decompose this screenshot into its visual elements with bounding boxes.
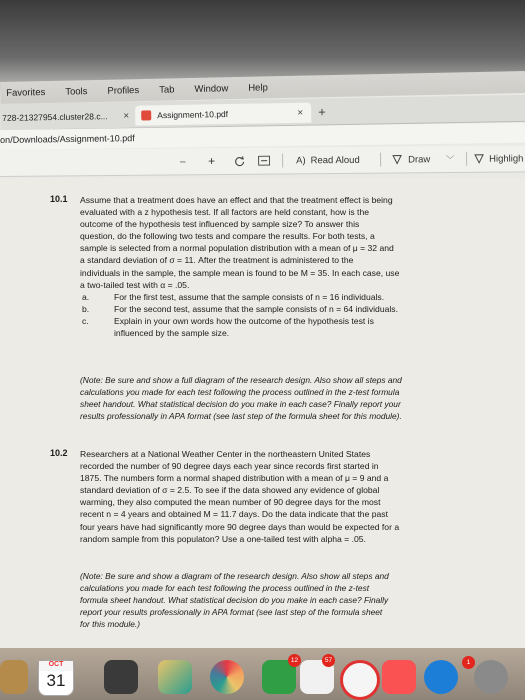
text-line: formula sheet handout. What statistical decision do you make in each case? Finally bbox=[80, 595, 389, 606]
zoom-in-button[interactable]: + bbox=[208, 154, 216, 169]
finder-icon[interactable] bbox=[0, 660, 28, 694]
rotate-icon[interactable] bbox=[234, 155, 245, 166]
notification-badge: 57 bbox=[322, 654, 335, 667]
toolbar-divider bbox=[282, 154, 283, 168]
question-text bbox=[80, 448, 399, 545]
menu-tab[interactable]: Tab bbox=[159, 83, 175, 96]
text-line: Assume that a treatment does have an effect and that the treatment effect is being bbox=[80, 195, 393, 205]
text-line: Researchers at a National Weather Center in the northeastern United States bbox=[80, 449, 371, 459]
text-line: sheet handout. What statistical decision do you make in each case? Finally report your bbox=[80, 399, 401, 410]
maps-icon[interactable] bbox=[158, 660, 192, 694]
fit-page-icon[interactable] bbox=[258, 156, 270, 166]
question-number: 10.1 bbox=[50, 194, 68, 204]
news-icon[interactable] bbox=[340, 660, 380, 700]
text-line: individuals in the sample, the sample mean is found to be M = 35. In each case, use bbox=[80, 267, 400, 278]
text-line: for this module.) bbox=[80, 619, 141, 630]
item-letter: b. bbox=[82, 304, 90, 314]
music-icon[interactable] bbox=[382, 660, 416, 694]
pdf-toolbar bbox=[0, 145, 525, 177]
toolbar-divider bbox=[466, 152, 467, 166]
notification-badge: 1 bbox=[462, 656, 475, 669]
note-text bbox=[80, 570, 389, 630]
new-tab-button[interactable]: + bbox=[318, 104, 326, 120]
text-line: a standard deviation of σ = 11. After the treatment is administered to the bbox=[80, 255, 354, 266]
text-line: sample is selected from a normal population distribution with a mean of μ = 32 and bbox=[80, 243, 394, 254]
text-line: (Note: Be sure and show a diagram of the research design. Also show all steps and bbox=[80, 571, 389, 581]
zoom-out-button[interactable]: – bbox=[180, 155, 186, 167]
note-text bbox=[80, 374, 402, 422]
highlight-label: Highligh bbox=[489, 152, 524, 165]
text-line: report your results professionally in APA format (see last step of the formula sheet bbox=[80, 607, 383, 618]
pdf-page bbox=[0, 178, 525, 648]
calendar-day: 31 bbox=[46, 671, 66, 690]
item-text: For the second test, assume that the sample consists of n = 64 individuals. bbox=[114, 304, 398, 314]
menu-help[interactable]: Help bbox=[248, 81, 268, 94]
menu-profiles[interactable]: Profiles bbox=[107, 84, 140, 97]
menu-tools[interactable]: Tools bbox=[65, 85, 88, 98]
read-aloud-button[interactable] bbox=[296, 154, 360, 166]
text-line: question, do the following two tests and compare the results. For both tests, a bbox=[80, 231, 375, 242]
tab-cluster[interactable] bbox=[0, 106, 137, 128]
menu-window[interactable]: Window bbox=[194, 82, 229, 95]
monitor-top bbox=[0, 0, 525, 82]
item-text: For the first test, assume that the sample consists of n = 16 individuals. bbox=[114, 292, 385, 302]
calendar-icon[interactable] bbox=[38, 660, 74, 696]
chevron-down-icon[interactable]: ﹀ bbox=[446, 154, 455, 164]
text-line: warming, they also computed the mean number of 90 degree days for the most bbox=[80, 497, 381, 508]
app-store-icon[interactable] bbox=[424, 660, 458, 694]
draw-button[interactable] bbox=[392, 154, 454, 166]
text-line: outcome of the hypothesis test influenced by sample size? To answer this bbox=[80, 219, 360, 230]
dock bbox=[0, 648, 525, 700]
text-line: a two-tailed test with α = .05. bbox=[80, 279, 190, 290]
text-line: evaluated with a z hypothesis test. If all factors are held constant, how is the bbox=[80, 207, 370, 218]
tab-label: 728-21327954.cluster28.c... bbox=[2, 111, 108, 123]
text-line: calculations you made for each test following the process outlined in the z-test formula bbox=[80, 387, 400, 398]
close-icon[interactable]: × bbox=[123, 110, 130, 122]
close-icon[interactable]: × bbox=[297, 107, 304, 119]
text-line: recorded the number of 90 degree days each year since records first started in bbox=[80, 461, 379, 472]
address-text: on/Downloads/Assignment-10.pdf bbox=[0, 133, 135, 145]
text-line: standard deviation of σ = 2.5. To see if the data showed any evidence of global bbox=[80, 485, 380, 496]
photos-icon[interactable] bbox=[210, 660, 244, 694]
tab-assignment[interactable] bbox=[135, 103, 311, 126]
menu-favorites[interactable]: Favorites bbox=[6, 86, 46, 99]
read-aloud-label: Read Aloud bbox=[310, 154, 360, 166]
draw-label: Draw bbox=[408, 153, 431, 165]
highlight-button[interactable] bbox=[474, 153, 523, 164]
text-line: random sample from this populaton? Use a one-tailed test with alpha = .05. bbox=[80, 533, 366, 544]
text-line: 1875. The numbers form a normal shaped distribution with a mean of μ = 9 and a bbox=[80, 473, 389, 484]
item-text: Explain in your own words how the outcome of the hypothesis test is bbox=[114, 316, 374, 326]
read-aloud-icon: A) bbox=[296, 154, 306, 166]
text-line: (Note: Be sure and show a full diagram of the research design. Also show all steps and bbox=[80, 375, 402, 385]
pdf-icon bbox=[141, 110, 151, 120]
item-text: influenced by the sample size. bbox=[114, 328, 230, 338]
highlight-icon bbox=[474, 154, 484, 164]
question-number: 10.2 bbox=[50, 448, 68, 458]
text-line: results professionally in APA format (see last step of the formula sheet for this module). bbox=[80, 411, 402, 422]
launchpad-icon[interactable] bbox=[104, 660, 138, 694]
tab-label: Assignment-10.pdf bbox=[157, 109, 229, 121]
settings-icon[interactable] bbox=[474, 660, 508, 694]
item-letter: c. bbox=[82, 316, 89, 326]
calendar-month: OCT bbox=[39, 661, 73, 671]
text-line: calculations you made for each test following the process outlined in the z-test bbox=[80, 583, 370, 594]
toolbar-divider bbox=[380, 153, 381, 167]
question-text bbox=[80, 194, 399, 291]
notification-badge: 12 bbox=[288, 654, 301, 667]
draw-icon bbox=[392, 154, 402, 164]
item-letter: a. bbox=[82, 292, 90, 302]
text-line: recent n = 4 years and obtained M = 11.7 days. Do the data indicate that the past bbox=[80, 509, 388, 520]
text-line: four years have had significantly more 90 degree days than would be expected for a bbox=[80, 521, 400, 532]
